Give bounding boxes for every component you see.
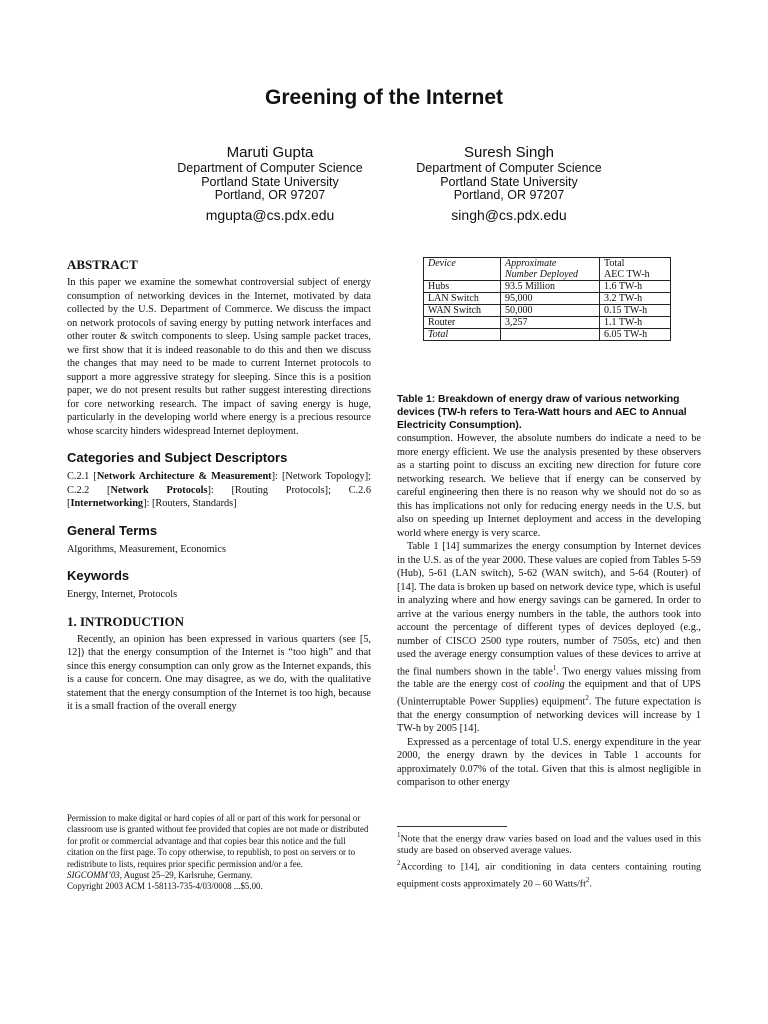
table-cell: 3,257 [501,317,600,329]
energy-table [423,257,671,341]
paragraph-text: . Two energy values missing from the table are the energy cost of [397,665,702,691]
header-cell: Total AEC TW-h [600,258,671,281]
keywords-text: Energy, Internet, Protocols [67,589,178,600]
table-total-row [424,329,671,341]
superscript: 2 [585,875,590,884]
category-code: C.2.1 [ [67,471,97,482]
footnote-number: 1 [397,831,401,839]
copyright-line: Copyright 2003 ACM 1-58113-735-4/03/0008 ...$5.00. [67,881,263,892]
table-row [424,305,671,317]
category-name: Internetworking [70,498,144,509]
permission-text: Permission to make digital or hard copies of all or part of this work for personal or classroom use is granted without fee provided that copies are not made or distributed for profit or commercial advantage and that copies bear this notice and the full citation on the first page. To copy otherwise, to republish, to post on servers or to redistribute to lists, requires prior specific permission and/or a fee. [67,813,369,869]
keywords-heading: Keywords [67,568,130,583]
author-name: Maruti Gupta [226,144,314,161]
table-cell: Hubs [424,281,501,293]
footnote-rule [397,826,507,827]
author-city: Portland, OR 97207 [214,188,326,202]
footnote-2 [397,857,701,890]
author-dept: Department of Computer Science [177,161,363,175]
emphasis: cooling [533,679,565,691]
author-dept: Department of Computer Science [416,161,602,175]
table-cell: 50,000 [501,305,600,317]
footnote-marker: 2 [585,693,589,702]
author-name: Suresh Singh [463,144,555,161]
table-1 [423,257,671,341]
footnotes [397,829,701,890]
introduction-heading: 1. INTRODUCTION [67,613,185,629]
author-email: singh@cs.pdx.edu [451,206,567,223]
table-cell: 3.2 TW-h [600,293,671,305]
categories-heading: Categories and Subject Descriptors [67,450,288,465]
table-cell: LAN Switch [424,293,501,305]
category-name: Network Protocols [110,484,208,496]
footnote-text: According to [14], air conditioning in data centers containing routing equipment costs approximately 20 – 60 Watts/ft [397,861,701,889]
paper-title: Greening of the Internet [264,86,503,109]
table-row [424,281,671,293]
categories-text [67,470,371,511]
footnote-1 [397,829,701,857]
table-cell: 95,000 [501,293,600,305]
paragraph-text: the equipment and that of UPS (Uninterruptable Power Supplies) equipment [397,679,701,708]
table-cell: Total [424,329,501,341]
paragraph-text: . The future expectation is that the energy consumption of networking devices will increase by 1 TW-h by 2005 [14]. [397,696,701,735]
category-name: Network Architecture & Measurement [96,471,272,482]
left-column [67,257,371,714]
conference-details: August 25–29, Karlsruhe, Germany. [121,870,253,881]
header-cell: Device [424,258,501,281]
table-cell: WAN Switch [424,305,501,317]
table-cell: 93.5 Million [501,281,600,293]
right-column [397,432,701,790]
footnote-text: Note that the energy draw varies based on load and the values used in this study are based on observed average values. [397,833,701,857]
author-block-2 [359,144,659,224]
table-row [424,317,671,329]
abstract-heading: ABSTRACT [67,257,138,272]
table-cell [501,329,600,341]
footnote-text: . [589,877,592,889]
footnote-number: 2 [397,859,401,868]
footnote-marker: 1 [552,663,557,672]
general-terms-text: Algorithms, Measurement, Economics [67,543,226,555]
abstract-text: In this paper we examine the somewhat controversial subject of energy consumption of networking devices in the Internet, motivated by data collected by the U.S. Department of Commerce. We discuss the impact on network protocols of saving energy by putting network interfaces and other router & switch components to sleep. Using sample packet traces, we first show that it is indeed reasonable to do this and then we discuss the changes that may need to be made to current Internet protocols to support a more aggressive strategy for sleeping. Since this is a position paper, we do not present results but rather suggest interesting directions for core networking research. The impact of saving energy is huge, particularly in the developing world where energy is a precious resource whose scarcity hinders widespread Internet deployment. [67,277,371,437]
category-rest: ]: [Routers, Standards] [143,498,237,509]
author-univ: Portland State University [440,174,578,189]
table-cell: 1.1 TW-h [600,317,671,329]
author-email: mgupta@cs.pdx.edu [205,206,335,223]
conference-name: SIGCOMM’03, [67,870,122,881]
general-terms-heading: General Terms [67,522,158,538]
table-cell: Router [424,317,501,329]
conference-line [67,870,371,881]
paragraph: Expressed as a percentage of total U.S. energy expenditure in the year 2000, the energy drawn by the devices in Table 1 accounts for approximately 0.07% of the total. Given that this is almost negligible in comparison to other energy [397,736,701,789]
author-univ: Portland State University [201,174,339,189]
table-cell: 1.6 TW-h [600,281,671,293]
author-city: Portland, OR 97207 [453,188,565,202]
category-rest: ]: [Network Topology]; C.2.2 [ [67,471,371,496]
table-row [424,293,671,305]
permission-notice [67,813,371,893]
introduction-text: Recently, an opinion has been expressed in various quarters (see [5, 12]) that the energy consumption of the Internet is “too high” and that since this energy consumption can only grow as the Internet expands, this is a cause for concern. One may disagree, as we do, with the qualitative statement that the energy consumption of the Internet is too high, because it is a small fraction of the overall energy [67,633,371,712]
table-cell: 0.15 TW-h [600,305,671,317]
header-cell: Approximate Number Deployed [501,258,600,281]
table-cell: 6.05 TW-h [600,329,671,341]
paragraph-text: Table 1 [14] summarizes the energy consumption by Internet devices in the U.S. as of the year 2000. These values are copied from Tables 5-59 (Hub), 5-61 (LAN switch), 5-62 (WAN switch), and 5-64 (Router) of [14]. The data is broken up based on network device type, which is useful in analyzing where and how energy savings can be garnered. In order to arrive at the various energy numbers in the table, the authors took into account the percentage of different types of devices deployed (e.g., number of CISCO 2500 type routers, number of 7505s, etc) and then used the average energy consumption values of these devices to arrive at the final numbers shown in the table [397,541,701,677]
paragraph [397,540,701,736]
paragraph: consumption. However, the absolute numbers do indicate a need to be more energy efficient. We use the analysis presented by these observers as a starting point to discuss an exciting new direction for future core networking research. We believe that if energy can be conserved by careful engineering then there is no reason why we should not do so as this has implications not only for reducing energy needs in the U.S. but also on speeding up Internet deployment and access in the developing world where energy is very scarce. [397,433,701,539]
table-1-caption: Table 1: Breakdown of energy draw of various networking devices (TW-h refers to Tera-Watt hours and AEC to Annual Electricity Consumption). [397,394,687,431]
table-header-row [424,258,671,281]
category-rest: ]: [Routing Protocols]; C.2.6 [ [67,484,371,509]
